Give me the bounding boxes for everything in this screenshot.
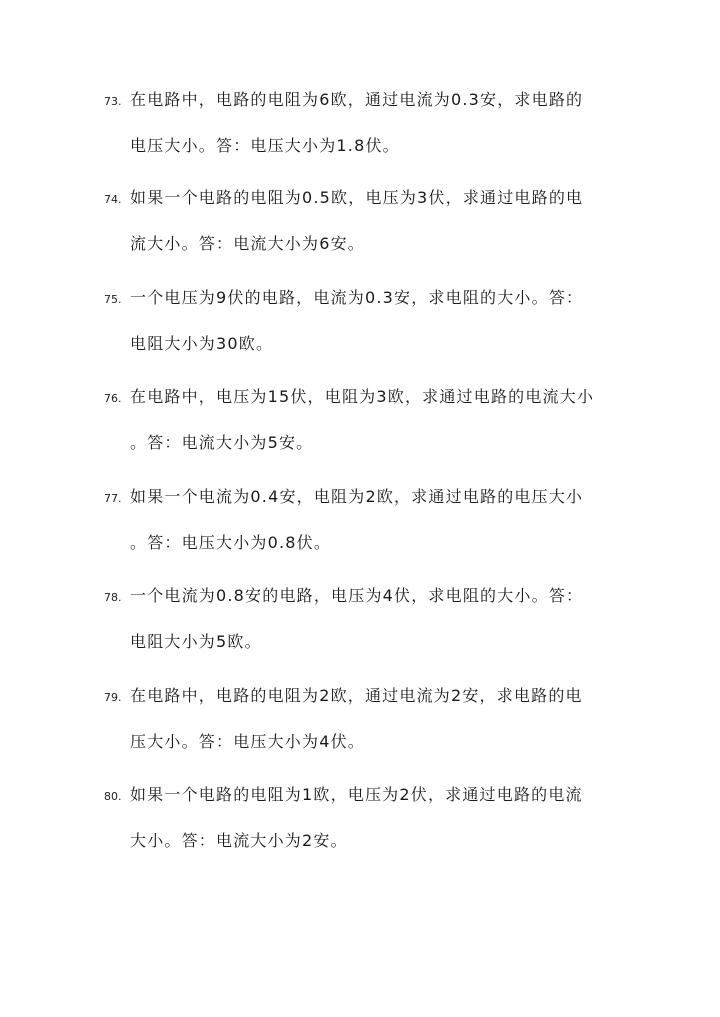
question-line-2 (104, 829, 644, 853)
question-text: 在电路中，电压为15伏，电阻为3欧，求通过电路的电流大小 (130, 387, 595, 406)
question-text: 在电路中，电路的电阻为6欧，通过电流为0.3安，求电路的 (130, 90, 584, 109)
question-line-1 (104, 286, 644, 310)
answer-text: 电压大小。答：电压大小为1.8伏。 (130, 136, 400, 155)
question-line-1 (104, 385, 644, 409)
question-line-2 (104, 332, 644, 356)
question-line-1 (104, 88, 644, 112)
question-text: 一个电压为9伏的电路，电流为0.3安，求电阻的大小。答： (130, 288, 584, 307)
question-number: 77. (104, 492, 122, 505)
question-number: 78. (104, 591, 122, 604)
question-number: 74. (104, 193, 122, 206)
question-text: 如果一个电路的电阻为0.5欧，电压为3伏，求通过电路的电 (130, 188, 584, 207)
question-line-2 (104, 531, 644, 555)
question-79 (104, 684, 644, 754)
question-text: 在电路中，电路的电阻为2欧，通过电流为2安，求电路的电 (130, 686, 583, 705)
question-line-1 (104, 783, 644, 807)
question-text: 一个电流为0.8安的电路，电压为4伏，求电阻的大小。答： (130, 586, 584, 605)
answer-text: 电阻大小为30欧。 (130, 334, 274, 353)
question-line-2 (104, 431, 644, 455)
answer-text: 。答：电流大小为5安。 (130, 433, 314, 452)
question-number: 79. (104, 691, 122, 704)
answer-text: 。答：电压大小为0.8伏。 (130, 533, 332, 552)
question-73 (104, 88, 644, 158)
question-number: 76. (104, 392, 122, 405)
question-text: 如果一个电流为0.4安，电阻为2欧，求通过电路的电压大小 (130, 487, 584, 506)
question-number: 75. (104, 293, 122, 306)
question-number: 80. (104, 790, 122, 803)
question-line-1 (104, 186, 644, 210)
question-line-1 (104, 684, 644, 708)
question-80 (104, 783, 644, 853)
question-line-1 (104, 584, 644, 608)
question-76 (104, 385, 644, 455)
question-75 (104, 286, 644, 356)
question-line-2 (104, 730, 644, 754)
question-line-2 (104, 630, 644, 654)
answer-text: 压大小。答：电压大小为4伏。 (130, 732, 365, 751)
question-line-2 (104, 232, 644, 256)
question-77 (104, 485, 644, 555)
answer-text: 大小。答：电流大小为2安。 (130, 831, 348, 850)
answer-text: 电阻大小为5欧。 (130, 632, 262, 651)
question-78 (104, 584, 644, 654)
question-number: 73. (104, 95, 122, 108)
question-text: 如果一个电路的电阻为1欧，电压为2伏，求通过电路的电流 (130, 785, 583, 804)
question-line-2 (104, 134, 644, 158)
answer-text: 流大小。答：电流大小为6安。 (130, 234, 365, 253)
question-line-1 (104, 485, 644, 509)
question-74 (104, 186, 644, 256)
